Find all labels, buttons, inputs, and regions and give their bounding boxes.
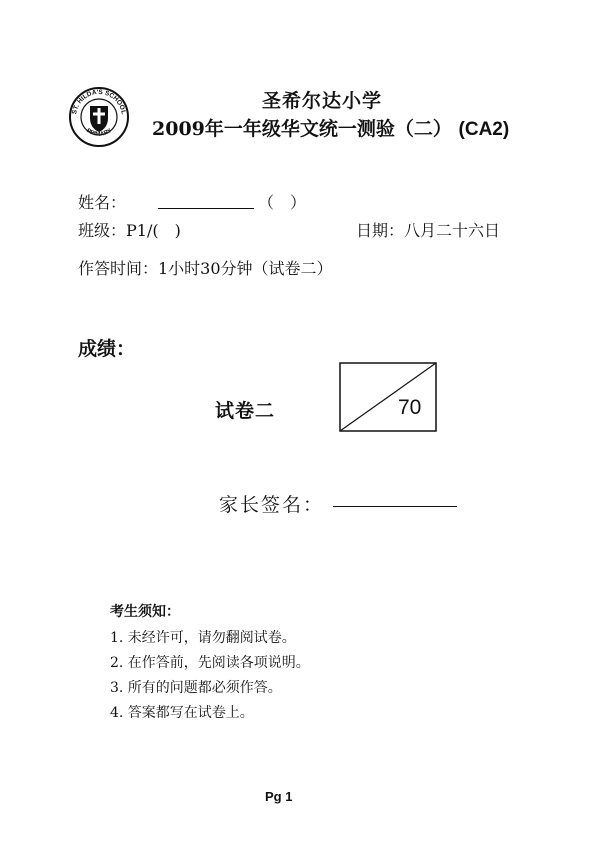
name-label: 姓名： bbox=[78, 193, 127, 212]
class-field: 班级：P1/( ) bbox=[78, 221, 181, 240]
signature-line bbox=[333, 506, 457, 507]
notice-item: 2. 在作答前，先阅读各项说明。 bbox=[110, 655, 310, 671]
notice-title: 考生须知： bbox=[110, 604, 180, 620]
score-total: 70 bbox=[398, 396, 422, 419]
name-index-paren: （ ） bbox=[258, 193, 307, 212]
notice-item: 3. 所有的问题都必须作答。 bbox=[110, 680, 282, 696]
exam-code: (CA2) bbox=[458, 119, 510, 140]
duration-field: 作答时间：1小时30分钟（试卷二） bbox=[78, 259, 333, 278]
parent-signature-label: 家长签名： bbox=[219, 494, 325, 516]
notice-item: 1. 未经许可，请勿翻阅试卷。 bbox=[110, 630, 296, 646]
school-logo bbox=[68, 86, 130, 148]
paper-label: 试卷二 bbox=[215, 400, 276, 422]
date-field: 日期：八月二十六日 bbox=[356, 221, 501, 240]
svg-text:ST. HILDA'S SCHOOL: ST. HILDA'S SCHOOL bbox=[71, 88, 127, 115]
exam-title-text: 2009年一年级华文统一测验（二） bbox=[152, 118, 452, 140]
score-heading: 成绩： bbox=[78, 338, 136, 360]
exam-title bbox=[152, 114, 509, 141]
name-blank-line bbox=[158, 208, 254, 209]
svg-text:PRIMARY: PRIMARY bbox=[85, 127, 113, 138]
school-name: 圣希尔达小学 bbox=[262, 90, 383, 112]
notice-item: 4. 答案都写在试卷上。 bbox=[110, 705, 254, 721]
page-number: Pg 1 bbox=[265, 789, 293, 804]
score-box bbox=[339, 362, 437, 432]
